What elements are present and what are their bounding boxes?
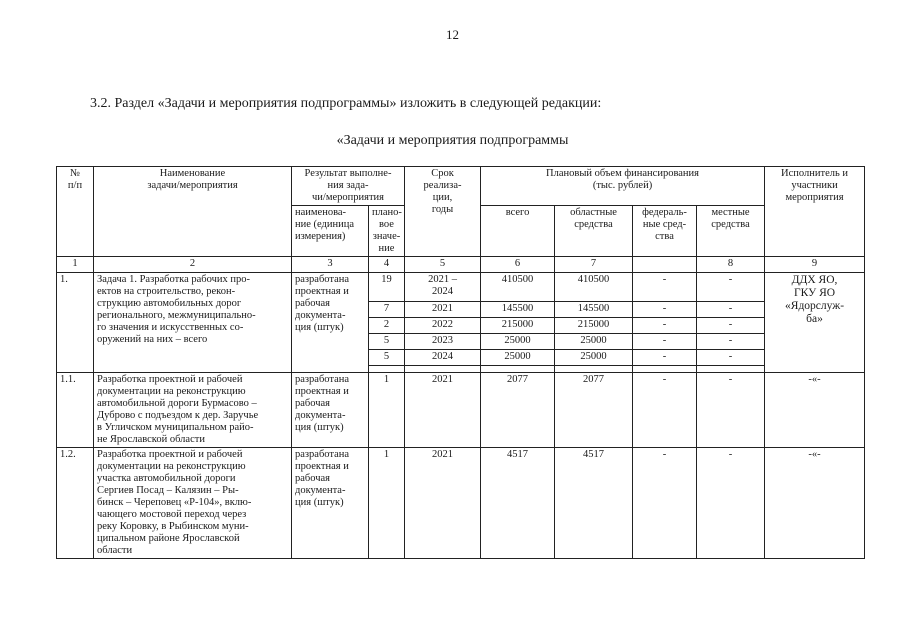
funding-federal: - [633, 448, 697, 559]
planned-value: 5 [369, 350, 405, 366]
header-regional: областные средства [555, 206, 633, 257]
task-num: 1. [57, 273, 94, 373]
funding-total: 215000 [481, 318, 555, 334]
column-number: 6 [481, 257, 555, 273]
column-number: 8 [697, 257, 765, 273]
funding-federal: - [633, 302, 697, 318]
table-row [57, 273, 865, 302]
period: 2022 [405, 318, 481, 334]
funding-federal: - [633, 318, 697, 334]
funding-local: - [697, 373, 765, 448]
page-number: 12 [446, 27, 459, 42]
funding-regional: 410500 [555, 273, 633, 302]
header-result-value: плано- вое значе- ние [369, 206, 405, 257]
column-number: 2 [94, 257, 292, 273]
funding-regional: 25000 [555, 334, 633, 350]
item-num: 1.1. [57, 373, 94, 448]
period: 2021 [405, 302, 481, 318]
table-caption: «Задачи и мероприятия подпрограммы [336, 133, 569, 148]
tasks-table [56, 166, 865, 559]
funding-local: - [697, 318, 765, 334]
funding-federal: - [633, 373, 697, 448]
header-federal: федераль- ные сред- ства [633, 206, 697, 257]
table-row [57, 448, 865, 559]
column-number: 4 [369, 257, 405, 273]
funding-total: 2077 [481, 373, 555, 448]
period: 2021 [405, 448, 481, 559]
item-name: Разработка проектной и рабочей документации на реконструкцию участка автомобильной дороги Сергиев Посад – Калязин – Ры- бинск – Череповец «Р-104», вклю- чающего мостовой переход через реку Коровку, в Рыбинском муни- ципальном районе Ярославской области [94, 448, 292, 559]
item-name: Разработка проектной и рабочей документации на реконструкцию автомобильной дороги Бурмасово – Дуброво с подъездом к дер. Заручье в Угличском муниципальном райо- не Ярославской области [94, 373, 292, 448]
funding-regional: 25000 [555, 350, 633, 366]
planned-value: 1 [369, 448, 405, 559]
header-period: Срок реализа- ции, годы [405, 167, 481, 257]
header-total: всего [481, 206, 555, 257]
header-executor: Исполнитель и участники мероприятия [765, 167, 865, 257]
column-numbers-row [57, 257, 865, 273]
item-result-name: разработана проектная и рабочая документа- ция (штук) [292, 373, 369, 448]
column-number: 3 [292, 257, 369, 273]
task-result-name: разработана проектная и рабочая документа- ция (штук) [292, 273, 369, 373]
section-heading: 3.2. Раздел «Задачи и мероприятия подпрограммы» изложить в следующей редакции: [90, 96, 602, 111]
executor: ДДХ ЯО, ГКУ ЯО «Ядорслуж- ба» [765, 273, 865, 373]
column-number [633, 257, 697, 273]
column-number: 9 [765, 257, 865, 273]
funding-local: - [697, 273, 765, 302]
period: 2023 [405, 334, 481, 350]
funding-total: 145500 [481, 302, 555, 318]
funding-local: - [697, 334, 765, 350]
header-result: Результат выполне- ния зада- чи/мероприятия [292, 167, 405, 206]
header-local: местные средства [697, 206, 765, 257]
column-number: 7 [555, 257, 633, 273]
funding-federal: - [633, 350, 697, 366]
task-name: Задача 1. Разработка рабочих про- ектов на строительство, рекон- струкцию автомобильных дорог регионального, межмуниципально- го значения и искусственных со- оружений на них – всего [94, 273, 292, 373]
funding-total: 25000 [481, 350, 555, 366]
header-funding: Плановый объем финансирования (тыс. рублей) [481, 167, 765, 206]
item-num: 1.2. [57, 448, 94, 559]
funding-regional: 215000 [555, 318, 633, 334]
planned-value: 5 [369, 334, 405, 350]
period: 2021 [405, 373, 481, 448]
item-result-name: разработана проектная и рабочая документа- ция (штук) [292, 448, 369, 559]
funding-total: 4517 [481, 448, 555, 559]
header-name: Наименование задачи/мероприятия [94, 167, 292, 257]
funding-regional: 2077 [555, 373, 633, 448]
period: 2024 [405, 350, 481, 366]
funding-local: - [697, 448, 765, 559]
funding-regional: 4517 [555, 448, 633, 559]
funding-federal: - [633, 273, 697, 302]
period: 2021 – 2024 [405, 273, 481, 302]
planned-value: 19 [369, 273, 405, 302]
funding-total: 25000 [481, 334, 555, 350]
table-row [57, 373, 865, 448]
funding-federal: - [633, 334, 697, 350]
header-num: № п/п [57, 167, 94, 257]
funding-regional: 145500 [555, 302, 633, 318]
planned-value: 2 [369, 318, 405, 334]
funding-total: 410500 [481, 273, 555, 302]
planned-value: 1 [369, 373, 405, 448]
column-number: 5 [405, 257, 481, 273]
planned-value: 7 [369, 302, 405, 318]
header-row-1 [57, 167, 865, 206]
funding-local: - [697, 350, 765, 366]
executor: -«- [765, 373, 865, 448]
header-result-name: наименова- ние (единица измерения) [292, 206, 369, 257]
column-number: 1 [57, 257, 94, 273]
funding-local: - [697, 302, 765, 318]
executor: -«- [765, 448, 865, 559]
